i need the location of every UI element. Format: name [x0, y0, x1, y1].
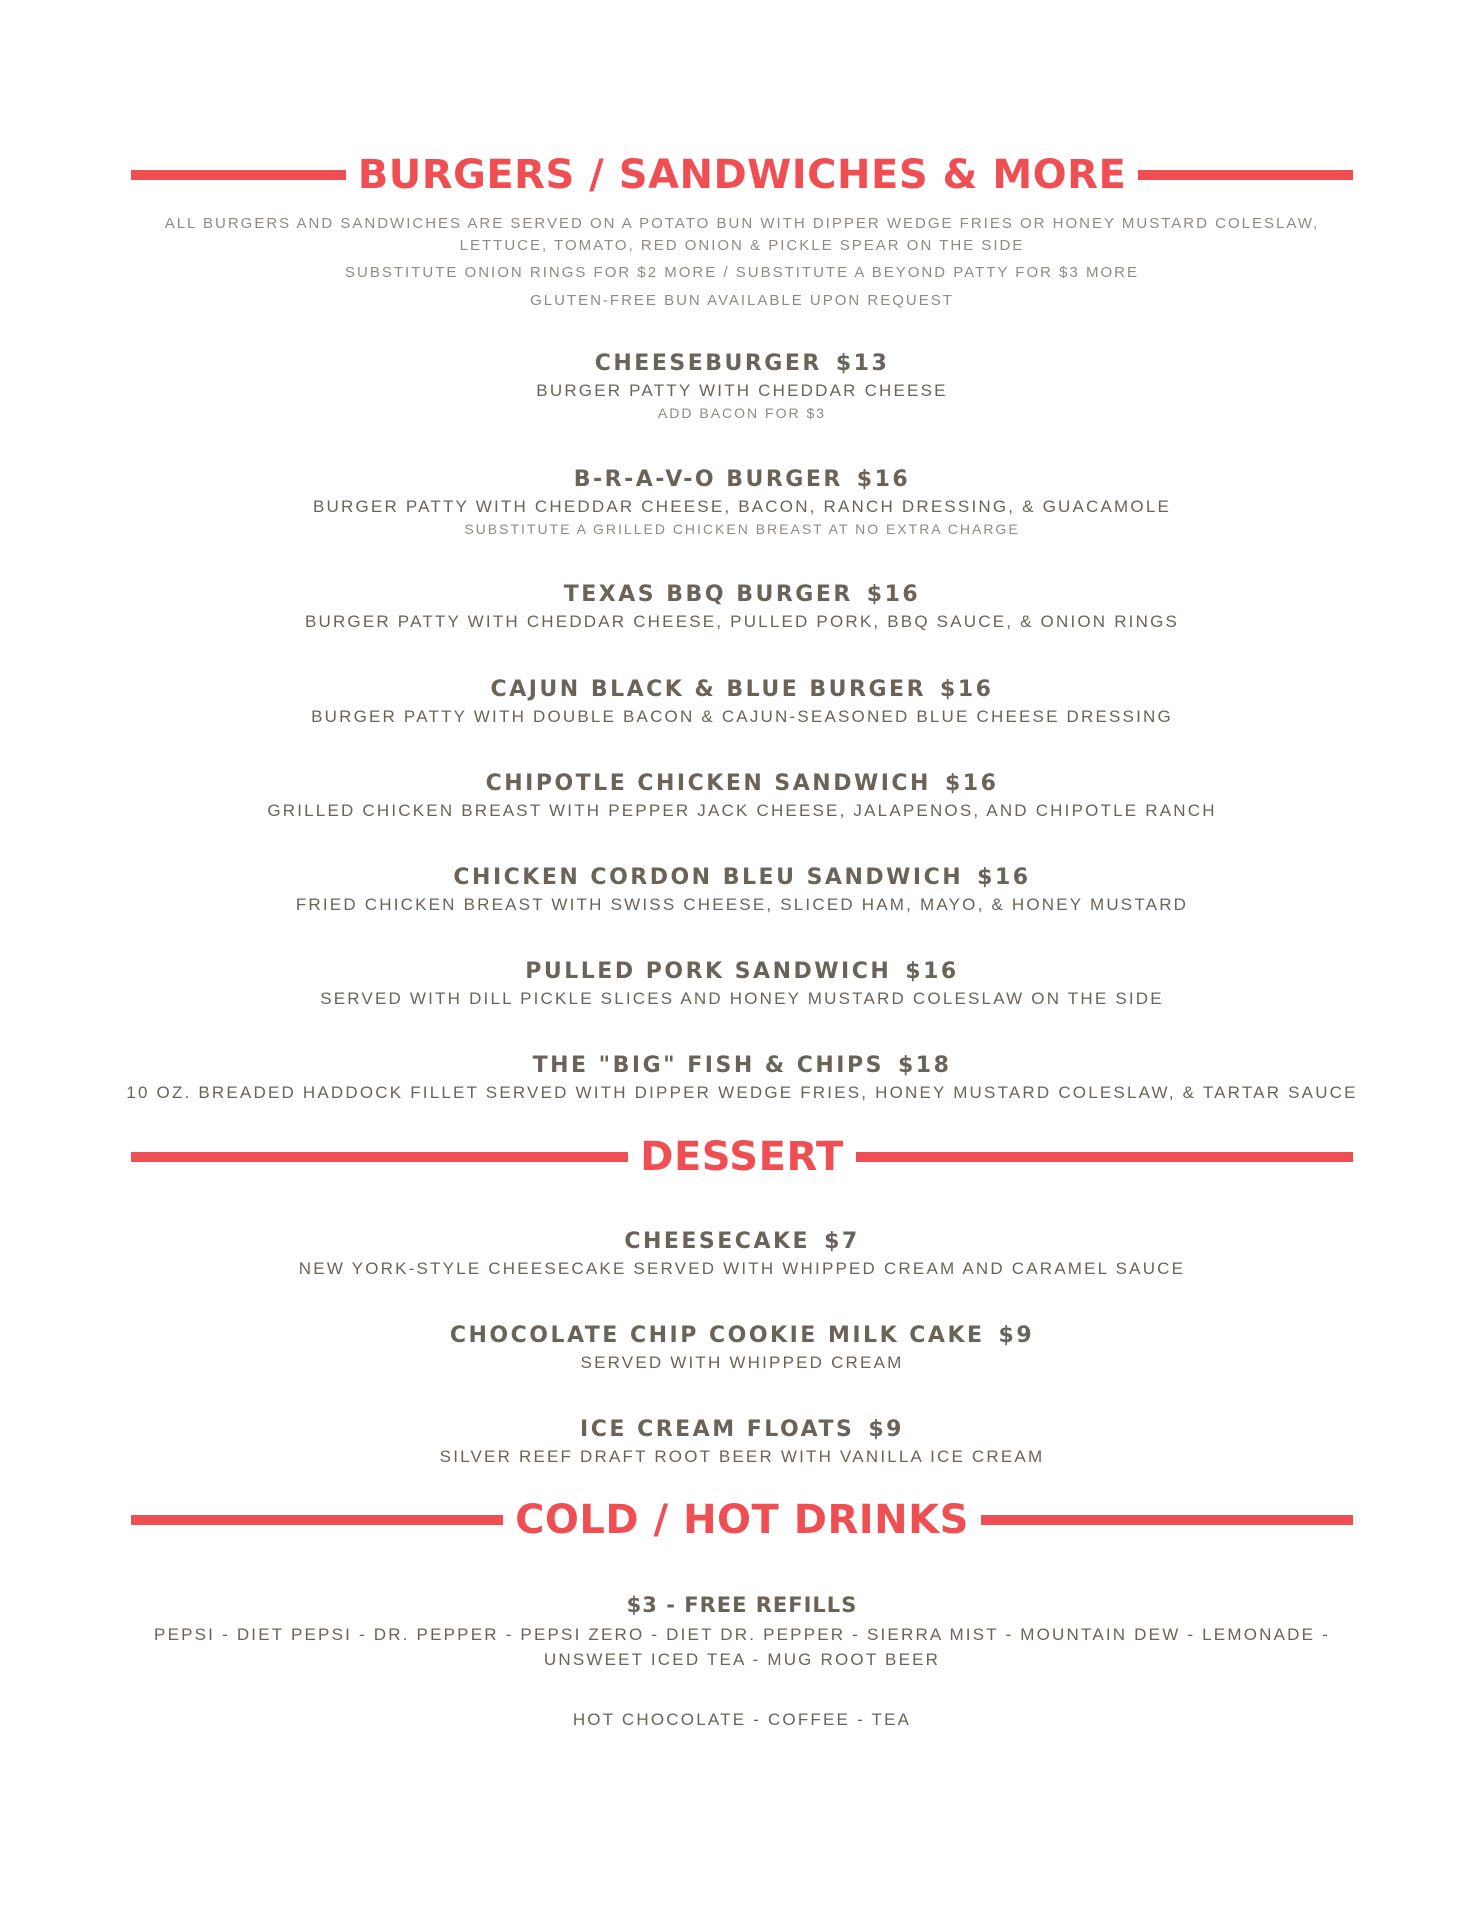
item-name-line [100, 1227, 1384, 1257]
menu-item [100, 1227, 1384, 1281]
item-name-line [100, 465, 1384, 495]
menu-item [100, 769, 1384, 823]
cold-drinks-line-1: PEPSI - DIET PEPSI - DR. PEPPER - PEPSI ZERO - DIET DR. PEPPER - SIERRA MIST - MOUNTAIN DEW - LEMONADE - [154, 1625, 1330, 1644]
divider-rule [131, 170, 346, 180]
item-description: BURGER PATTY WITH DOUBLE BACON & CAJUN-SEASONED BLUE CHEESE DRESSING [311, 707, 1173, 726]
cold-drinks-line-2: UNSWEET ICED TEA - MUG ROOT BEER [543, 1650, 941, 1669]
menu-item [100, 863, 1384, 917]
hot-drinks-line: HOT CHOCOLATE - COFFEE - TEA [572, 1710, 912, 1729]
divider-rule [856, 1152, 1353, 1162]
item-price: $18 [897, 1053, 952, 1078]
item-price: $16 [944, 771, 999, 796]
item-price: $16 [977, 865, 1031, 890]
divider-rule [131, 1515, 503, 1525]
item-name: CHEESECAKE [624, 1229, 811, 1254]
section-header-dessert [131, 1127, 1353, 1187]
item-price: $16 [940, 677, 994, 702]
item-description: BURGER PATTY WITH CHEDDAR CHEESE [536, 381, 948, 400]
divider-rule [981, 1515, 1353, 1525]
menu-item [100, 675, 1384, 729]
section-header-drinks [131, 1490, 1353, 1550]
burgers-note-3: SUBSTITUTE ONION RINGS FOR $2 MORE / SUBSTITUTE A BEYOND PATTY FOR $3 MORE [345, 264, 1139, 281]
item-name-line [100, 957, 1384, 987]
section-title-drinks: COLD / HOT DRINKS [515, 1497, 969, 1543]
item-price: $7 [824, 1229, 860, 1254]
item-name-line [100, 1321, 1384, 1351]
menu-item [100, 465, 1384, 539]
menu-item [100, 349, 1384, 423]
item-description: 10 OZ. BREADED HADDOCK FILLET SERVED WITH DIPPER WEDGE FRIES, HONEY MUSTARD COLESLAW, & TARTAR SAUCE [126, 1083, 1358, 1102]
item-price: $16 [856, 467, 911, 492]
item-name: CHICKEN CORDON BLEU SANDWICH [453, 865, 964, 890]
menu-item [100, 580, 1384, 634]
item-price: $16 [866, 582, 921, 607]
section-title-dessert: DESSERT [640, 1134, 844, 1180]
item-name-line [100, 1415, 1384, 1445]
item-subnote: ADD BACON FOR $3 [657, 405, 827, 421]
item-name-line [100, 580, 1384, 610]
item-subnote: SUBSTITUTE A GRILLED CHICKEN BREAST AT NO EXTRA CHARGE [464, 521, 1020, 537]
divider-rule [131, 1152, 628, 1162]
menu-item [100, 957, 1384, 1011]
divider-rule [1138, 170, 1353, 180]
item-name: CAJUN BLACK & BLUE BURGER [490, 677, 927, 702]
item-name: B-R-A-V-O BURGER [573, 467, 843, 492]
item-name-line [100, 675, 1384, 705]
item-price: $13 [835, 351, 890, 376]
item-name-line [100, 863, 1384, 893]
item-description: SERVED WITH WHIPPED CREAM [580, 1353, 904, 1372]
menu-item [100, 1415, 1384, 1469]
menu-item [100, 1321, 1384, 1375]
item-name-line [100, 1051, 1384, 1081]
section-header-burgers [131, 145, 1353, 205]
section-title-burgers: BURGERS / SANDWICHES & MORE [357, 152, 1127, 198]
burgers-note-4: GLUTEN-FREE BUN AVAILABLE UPON REQUEST [530, 292, 954, 309]
item-name: TEXAS BBQ BURGER [563, 582, 853, 607]
item-price: $9 [868, 1417, 904, 1442]
item-price: $9 [998, 1323, 1035, 1348]
item-description: BURGER PATTY WITH CHEDDAR CHEESE, BACON, RANCH DRESSING, & GUACAMOLE [312, 497, 1172, 516]
drinks-block [100, 1590, 1384, 1620]
menu-item [100, 1051, 1384, 1105]
item-description: BURGER PATTY WITH CHEDDAR CHEESE, PULLED PORK, BBQ SAUCE, & ONION RINGS [304, 612, 1180, 631]
item-price: $16 [905, 959, 959, 984]
item-description: GRILLED CHICKEN BREAST WITH PEPPER JACK CHEESE, JALAPENOS, AND CHIPOTLE RANCH [267, 801, 1217, 820]
item-description: SILVER REEF DRAFT ROOT BEER WITH VANILLA ICE CREAM [439, 1447, 1045, 1466]
item-name: PULLED PORK SANDWICH [525, 959, 892, 984]
item-description: SERVED WITH DILL PICKLE SLICES AND HONEY MUSTARD COLESLAW ON THE SIDE [320, 989, 1164, 1008]
item-description: NEW YORK-STYLE CHEESECAKE SERVED WITH WHIPPED CREAM AND CARAMEL SAUCE [298, 1259, 1186, 1278]
item-name: CHIPOTLE CHICKEN SANDWICH [485, 771, 931, 796]
item-name-line [100, 769, 1384, 799]
item-name-line [100, 349, 1384, 379]
item-description: FRIED CHICKEN BREAST WITH SWISS CHEESE, SLICED HAM, MAYO, & HONEY MUSTARD [295, 895, 1189, 914]
item-name: CHOCOLATE CHIP COOKIE MILK CAKE [449, 1323, 985, 1348]
item-name: CHEESEBURGER [594, 351, 822, 376]
drinks-heading: $3 - FREE REFILLS [626, 1593, 858, 1617]
burgers-note-1: ALL BURGERS AND SANDWICHES ARE SERVED ON A POTATO BUN WITH DIPPER WEDGE FRIES OR HONEY MUSTARD COLESLAW, [164, 215, 1320, 232]
burgers-note-2: LETTUCE, TOMATO, RED ONION & PICKLE SPEAR ON THE SIDE [459, 237, 1025, 254]
item-name: THE "BIG" FISH & CHIPS [532, 1053, 884, 1078]
item-name: ICE CREAM FLOATS [580, 1417, 855, 1442]
